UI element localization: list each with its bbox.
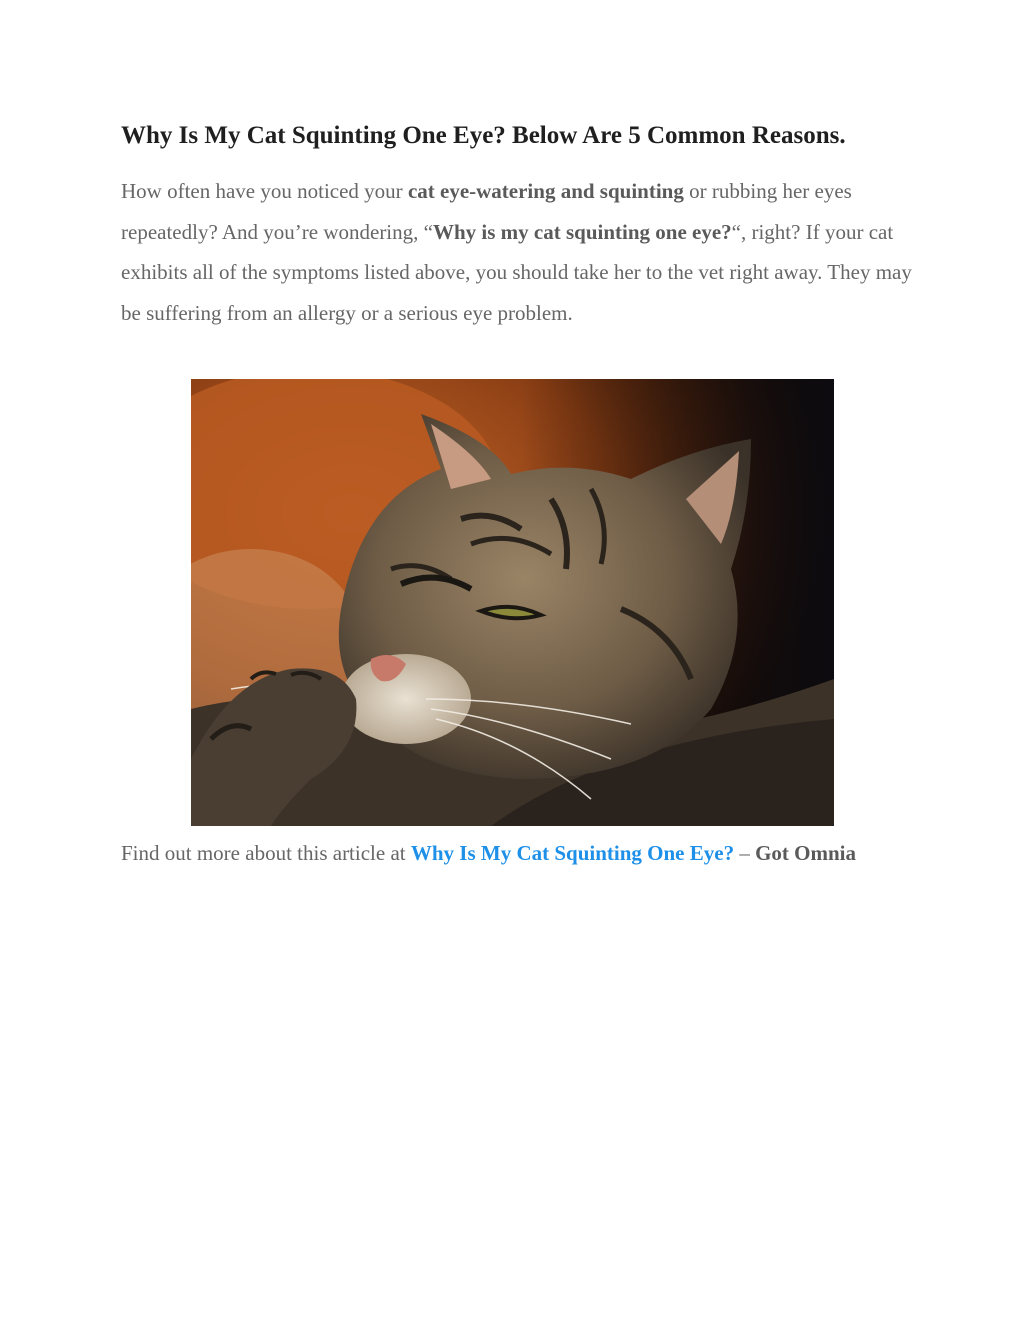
more-separator: – bbox=[734, 841, 756, 865]
intro-bold-1: cat eye-watering and squinting bbox=[407, 179, 684, 203]
article-title: Why Is My Cat Squinting One Eye? Below Are 5 Common Reasons. bbox=[121, 122, 846, 149]
more-info-paragraph bbox=[121, 833, 904, 874]
site-name: Got Omnia bbox=[755, 841, 857, 865]
intro-paragraph bbox=[121, 171, 916, 333]
intro-text-2: or rubbing her eyes repeatedly? And you’re wondering, “ bbox=[121, 179, 852, 244]
intro-bold-2: Why is my cat squinting one eye? bbox=[432, 219, 732, 244]
cat-photo bbox=[191, 379, 834, 826]
article-link[interactable]: Why Is My Cat Squinting One Eye? bbox=[410, 841, 735, 865]
more-prefix: Find out more about this article at bbox=[121, 841, 411, 865]
intro-text-1: How often have you noticed your bbox=[121, 179, 408, 203]
intro-text-3: “, right? If your cat exhibits all of the symptoms listed above, you should take her to the vet right away. They may be suffering from an allergy or a serious eye problem. bbox=[121, 219, 912, 325]
